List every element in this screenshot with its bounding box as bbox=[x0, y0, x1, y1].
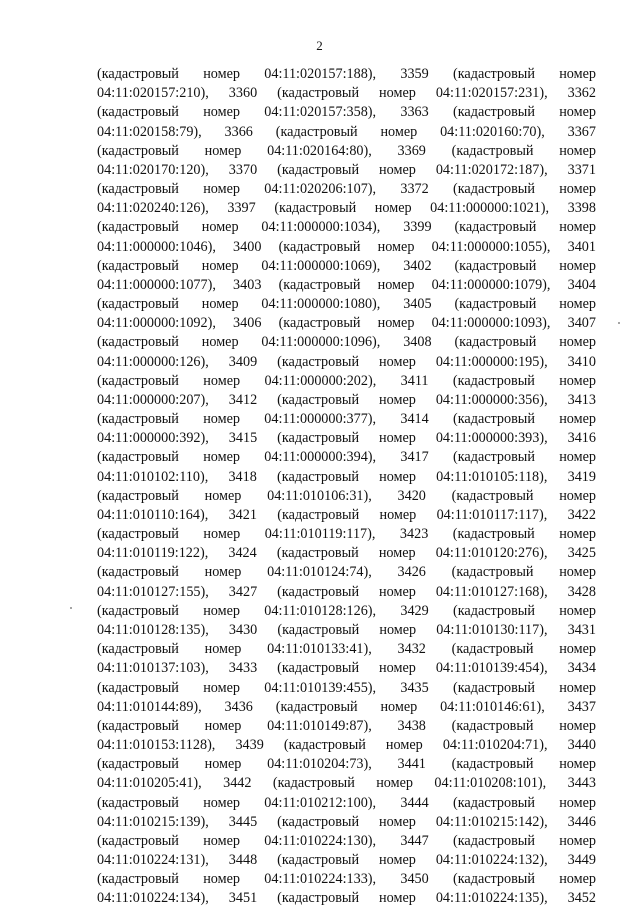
text-line: (кадастровый номер 04:11:010212:100), 3444 (кадастровый номер bbox=[97, 794, 596, 811]
text-line: 04:11:010127:155), 3427 (кадастровый номер 04:11:010127:168), 3428 bbox=[97, 583, 596, 600]
text-line: (кадастровый номер 04:11:000000:394), 3417 (кадастровый номер bbox=[97, 449, 596, 466]
text-line: 04:11:000000:1046), 3400 (кадастровый номер 04:11:000000:1055), 3401 bbox=[97, 238, 596, 255]
text-line: (кадастровый номер 04:11:010119:117), 3423 (кадастровый номер bbox=[97, 526, 596, 543]
text-line: (кадастровый номер 04:11:020206:107), 3372 (кадастровый номер bbox=[97, 181, 596, 198]
text-line: 04:11:020240:126), 3397 (кадастровый номер 04:11:000000:1021), 3398 bbox=[97, 200, 596, 217]
text-line: 04:11:000000:126), 3409 (кадастровый номер 04:11:000000:195), 3410 bbox=[97, 353, 596, 370]
text-line: (кадастровый номер 04:11:010139:455), 3435 (кадастровый номер bbox=[97, 679, 596, 696]
text-line: (кадастровый номер 04:11:000000:1034), 3399 (кадастровый номер bbox=[97, 219, 596, 236]
text-line: (кадастровый номер 04:11:000000:377), 3414 (кадастровый номер bbox=[97, 411, 596, 428]
text-line: (кадастровый номер 04:11:010124:74), 3426 (кадастровый номер bbox=[97, 564, 596, 581]
text-line: 04:11:010119:122), 3424 (кадастровый номер 04:11:010120:276), 3425 bbox=[97, 545, 596, 562]
text-line: (кадастровый номер 04:11:010128:126), 3429 (кадастровый номер bbox=[97, 602, 596, 619]
text-line: 04:11:010144:89), 3436 (кадастровый номер 04:11:010146:61), 3437 bbox=[97, 698, 596, 715]
text-line: 04:11:000000:1077), 3403 (кадастровый номер 04:11:000000:1079), 3404 bbox=[97, 276, 596, 293]
scan-speck bbox=[618, 322, 620, 324]
text-line: (кадастровый номер 04:11:000000:202), 3411 (кадастровый номер bbox=[97, 372, 596, 389]
text-line: (кадастровый номер 04:11:000000:1080), 3405 (кадастровый номер bbox=[97, 296, 596, 313]
text-line: 04:11:010224:131), 3448 (кадастровый номер 04:11:010224:132), 3449 bbox=[97, 852, 596, 869]
scan-speck bbox=[70, 607, 72, 609]
text-line: (кадастровый номер 04:11:010133:41), 3432 (кадастровый номер bbox=[97, 641, 596, 658]
body-text bbox=[97, 65, 596, 909]
page-number: 2 bbox=[316, 38, 323, 53]
text-line: (кадастровый номер 04:11:020157:358), 3363 (кадастровый номер bbox=[97, 104, 596, 121]
text-line: (кадастровый номер 04:11:010224:130), 3447 (кадастровый номер bbox=[97, 832, 596, 849]
text-line: 04:11:010110:164), 3421 (кадастровый номер 04:11:010117:117), 3422 bbox=[97, 506, 596, 523]
text-line: 04:11:000000:392), 3415 (кадастровый номер 04:11:000000:393), 3416 bbox=[97, 430, 596, 447]
text-line: 04:11:020157:210), 3360 (кадастровый номер 04:11:020157:231), 3362 bbox=[97, 85, 596, 102]
text-line: (кадастровый номер 04:11:000000:1096), 3408 (кадастровый номер bbox=[97, 334, 596, 351]
text-line: 04:11:020158:79), 3366 (кадастровый номер 04:11:020160:70), 3367 bbox=[97, 123, 596, 140]
text-line: (кадастровый номер 04:11:010224:133), 3450 (кадастровый номер bbox=[97, 871, 596, 888]
text-line: (кадастровый номер 04:11:010106:31), 3420 (кадастровый номер bbox=[97, 487, 596, 504]
text-line: 04:11:010128:135), 3430 (кадастровый номер 04:11:010130:117), 3431 bbox=[97, 621, 596, 638]
text-line: (кадастровый номер 04:11:010149:87), 3438 (кадастровый номер bbox=[97, 717, 596, 734]
text-line: 04:11:010215:139), 3445 (кадастровый номер 04:11:010215:142), 3446 bbox=[97, 813, 596, 830]
text-line: (кадастровый номер 04:11:000000:1069), 3402 (кадастровый номер bbox=[97, 257, 596, 274]
text-line: 04:11:000000:207), 3412 (кадастровый номер 04:11:000000:356), 3413 bbox=[97, 391, 596, 408]
text-line: 04:11:000000:1092), 3406 (кадастровый номер 04:11:000000:1093), 3407 bbox=[97, 315, 596, 332]
text-line: 04:11:020170:120), 3370 (кадастровый номер 04:11:020172:187), 3371 bbox=[97, 161, 596, 178]
text-line: 04:11:010153:1128), 3439 (кадастровый номер 04:11:010204:71), 3440 bbox=[97, 737, 596, 754]
text-line: 04:11:010137:103), 3433 (кадастровый номер 04:11:010139:454), 3434 bbox=[97, 660, 596, 677]
text-line: (кадастровый номер 04:11:020157:188), 3359 (кадастровый номер bbox=[97, 66, 596, 82]
text-line: (кадастровый номер 04:11:010204:73), 3441 (кадастровый номер bbox=[97, 756, 596, 773]
text-line: 04:11:010205:41), 3442 (кадастровый номер 04:11:010208:101), 3443 bbox=[97, 775, 596, 792]
text-line: (кадастровый номер 04:11:020164:80), 3369 (кадастровый номер bbox=[97, 142, 596, 159]
text-line: 04:11:010102:110), 3418 (кадастровый номер 04:11:010105:118), 3419 bbox=[97, 468, 596, 485]
text-line: 04:11:010224:134), 3451 (кадастровый номер 04:11:010224:135), 3452 bbox=[97, 890, 596, 907]
